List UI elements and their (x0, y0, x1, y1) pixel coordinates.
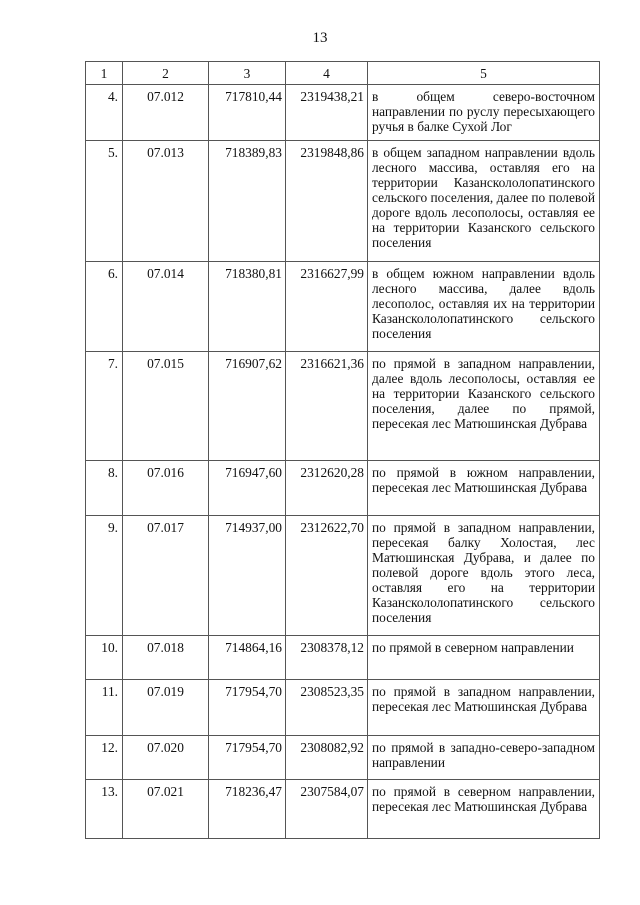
y-coordinate-cell: 2308082,92 (286, 736, 368, 780)
y-coordinate-cell: 2312622,70 (286, 516, 368, 636)
x-coordinate-cell: 714937,00 (209, 516, 286, 636)
page-number: 13 (312, 30, 328, 46)
boundary-description-table (85, 61, 600, 839)
boundary-description-cell: по прямой в западном направлении, пересекая балку Холостая, лес Матюшинская Дубрава, и далее по полевой дороге вдоль этого леса, оставляя его на территории Казанскололопатинского сельского поселения (368, 516, 600, 636)
y-coordinate-cell: 2307584,07 (286, 780, 368, 839)
boundary-description-cell: по прямой в западном направлении, пересекая лес Матюшинская Дубрава (368, 680, 600, 736)
point-code-cell: 07.012 (123, 85, 209, 141)
table-row (86, 736, 600, 780)
x-coordinate-cell: 718236,47 (209, 780, 286, 839)
table-row (86, 262, 600, 352)
point-code-cell: 07.014 (123, 262, 209, 352)
column-header-3: 3 (209, 62, 286, 85)
y-coordinate-cell: 2308523,35 (286, 680, 368, 736)
table-header-row (86, 62, 600, 85)
table-row (86, 461, 600, 516)
boundary-description-cell: в общем южном направлении вдоль лесного массива, далее вдоль лесополос, оставляя их на территории Казанскололопатинского сельского поселения (368, 262, 600, 352)
x-coordinate-cell: 717810,44 (209, 85, 286, 141)
point-code-cell: 07.019 (123, 680, 209, 736)
x-coordinate-cell: 718380,81 (209, 262, 286, 352)
boundary-description-cell: по прямой в западном направлении, далее вдоль лесополосы, оставляя ее на территории Казанского сельского поселения, далее по прямой, пересекая лес Матюшинская Дубрава (368, 352, 600, 461)
x-coordinate-cell: 717954,70 (209, 680, 286, 736)
point-code-cell: 07.016 (123, 461, 209, 516)
point-code-cell: 07.018 (123, 636, 209, 680)
x-coordinate-cell: 716907,62 (209, 352, 286, 461)
y-coordinate-cell: 2316627,99 (286, 262, 368, 352)
x-coordinate-cell: 717954,70 (209, 736, 286, 780)
boundary-description-cell: по прямой в северном направлении (368, 636, 600, 680)
x-coordinate-cell: 714864,16 (209, 636, 286, 680)
boundary-description-cell: по прямой в западно-северо-западном направлении (368, 736, 600, 780)
point-code-cell: 07.013 (123, 141, 209, 262)
y-coordinate-cell: 2312620,28 (286, 461, 368, 516)
point-number-cell: 12. (86, 736, 123, 780)
column-header-2: 2 (123, 62, 209, 85)
point-code-cell: 07.017 (123, 516, 209, 636)
table-row (86, 141, 600, 262)
point-number-cell: 7. (86, 352, 123, 461)
point-number-cell: 4. (86, 85, 123, 141)
table-row (86, 352, 600, 461)
point-code-cell: 07.015 (123, 352, 209, 461)
point-number-cell: 10. (86, 636, 123, 680)
boundary-description-cell: по прямой в южном направлении, пересекая лес Матюшинская Дубрава (368, 461, 600, 516)
point-number-cell: 5. (86, 141, 123, 262)
point-code-cell: 07.021 (123, 780, 209, 839)
y-coordinate-cell: 2308378,12 (286, 636, 368, 680)
y-coordinate-cell: 2319438,21 (286, 85, 368, 141)
point-code-cell: 07.020 (123, 736, 209, 780)
point-number-cell: 13. (86, 780, 123, 839)
table-row (86, 780, 600, 839)
boundary-description-cell: в общем западном направлении вдоль лесного массива, оставляя его на территории Казанскололопатинского сельского поселения, далее по полевой дороге вдоль лесополосы, оставляя ее на территории Казанского сельского поселения (368, 141, 600, 262)
point-number-cell: 8. (86, 461, 123, 516)
y-coordinate-cell: 2319848,86 (286, 141, 368, 262)
boundary-description-cell: в общем северо-восточном направлении по руслу пересыхающего ручья в балке Сухой Лог (368, 85, 600, 141)
y-coordinate-cell: 2316621,36 (286, 352, 368, 461)
table-row (86, 85, 600, 141)
x-coordinate-cell: 718389,83 (209, 141, 286, 262)
x-coordinate-cell: 716947,60 (209, 461, 286, 516)
table-row (86, 636, 600, 680)
column-header-1: 1 (86, 62, 123, 85)
table-row (86, 680, 600, 736)
point-number-cell: 6. (86, 262, 123, 352)
boundary-description-cell: по прямой в северном направлении, пересекая лес Матюшинская Дубрава (368, 780, 600, 839)
column-header-5: 5 (368, 62, 600, 85)
table-row (86, 516, 600, 636)
point-number-cell: 9. (86, 516, 123, 636)
point-number-cell: 11. (86, 680, 123, 736)
column-header-4: 4 (286, 62, 368, 85)
